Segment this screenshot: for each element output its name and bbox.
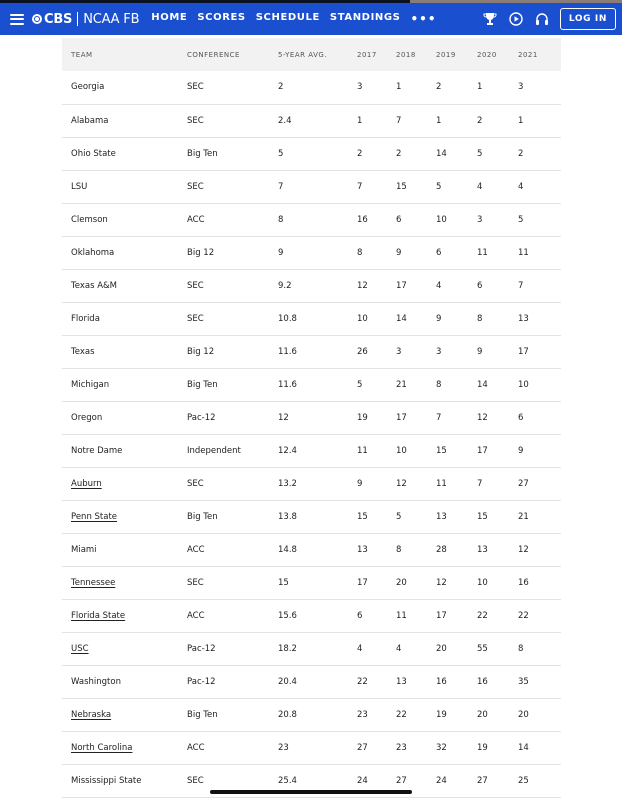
table-row	[62, 500, 561, 533]
table-row	[62, 731, 561, 764]
table-cell: 15	[468, 500, 509, 533]
table-cell: 6	[468, 269, 509, 302]
table-row	[62, 401, 561, 434]
team-name: Clemson	[71, 214, 108, 225]
cbs-eye-icon	[32, 14, 42, 24]
brand-name: CBS	[44, 11, 73, 27]
table-cell: 13	[348, 533, 387, 566]
table-cell: 12	[468, 401, 509, 434]
table-cell: 14	[468, 368, 509, 401]
table-row	[62, 467, 561, 500]
table-cell: 27	[509, 467, 561, 500]
table-cell: 19	[348, 401, 387, 434]
rankings-table	[62, 38, 561, 798]
table-cell: 16	[348, 203, 387, 236]
table-cell: Pac-12	[178, 401, 269, 434]
table-cell: 3	[509, 71, 561, 104]
table-cell: 9	[348, 467, 387, 500]
nav-actions	[474, 8, 616, 30]
table-cell: 13	[509, 302, 561, 335]
table-row	[62, 269, 561, 302]
table-cell: 55	[468, 632, 509, 665]
table-cell: 27	[387, 764, 427, 797]
team-name: LSU	[71, 181, 88, 192]
team-name: Texas	[71, 346, 95, 357]
home-indicator	[210, 790, 412, 794]
table-cell: 21	[387, 368, 427, 401]
table-cell: 17	[387, 269, 427, 302]
table-cell: 5	[427, 170, 468, 203]
table-cell: 13.2	[269, 467, 348, 500]
table-cell: 20	[387, 566, 427, 599]
table-cell: Pac-12	[178, 665, 269, 698]
table-row	[62, 71, 561, 104]
team-name: Ohio State	[71, 148, 116, 159]
team-cell[interactable]	[62, 698, 178, 731]
team-cell	[62, 401, 178, 434]
table-cell: 12	[509, 533, 561, 566]
team-cell	[62, 434, 178, 467]
table-cell: 28	[427, 533, 468, 566]
table-cell: 17	[509, 335, 561, 368]
team-cell[interactable]	[62, 731, 178, 764]
team-cell	[62, 236, 178, 269]
table-cell: 10.8	[269, 302, 348, 335]
table-cell: 5	[269, 137, 348, 170]
table-cell: 12.4	[269, 434, 348, 467]
table-cell: 17	[387, 401, 427, 434]
table-cell: 1	[509, 104, 561, 137]
table-cell: 17	[348, 566, 387, 599]
table-cell: 20	[468, 698, 509, 731]
table-cell: ACC	[178, 731, 269, 764]
table-cell: 14	[509, 731, 561, 764]
table-row	[62, 698, 561, 731]
table-cell: 4	[348, 632, 387, 665]
table-cell: 5	[387, 500, 427, 533]
team-link[interactable]: Penn State	[71, 511, 118, 522]
team-cell	[62, 137, 178, 170]
table-cell: 10	[509, 368, 561, 401]
table-cell: 11.6	[269, 335, 348, 368]
table-row	[62, 335, 561, 368]
table-cell: 9	[269, 236, 348, 269]
table-cell: 22	[348, 665, 387, 698]
table-body	[62, 71, 561, 797]
main-nav	[151, 12, 446, 26]
table-cell: 9	[468, 335, 509, 368]
team-link[interactable]: USC	[71, 643, 89, 654]
table-cell: 2	[427, 71, 468, 104]
table-cell: 16	[427, 665, 468, 698]
table-cell: 23	[269, 731, 348, 764]
table-cell: 9	[427, 302, 468, 335]
table-cell: 2	[468, 104, 509, 137]
table-cell: SEC	[178, 566, 269, 599]
table-cell: SEC	[178, 104, 269, 137]
table-cell: 20	[427, 632, 468, 665]
table-cell: 17	[427, 599, 468, 632]
team-cell	[62, 104, 178, 137]
column-header: 2019	[427, 38, 468, 71]
table-cell: 15	[427, 434, 468, 467]
table-cell: 11	[468, 236, 509, 269]
nav-more[interactable]: •••	[410, 12, 437, 26]
table-cell: 6	[509, 401, 561, 434]
table-cell: 13	[468, 533, 509, 566]
table-cell: 20	[509, 698, 561, 731]
table-cell: 6	[427, 236, 468, 269]
table-cell: 11	[509, 236, 561, 269]
team-cell	[62, 764, 178, 797]
table-cell: 8	[348, 236, 387, 269]
table-cell: 16	[468, 665, 509, 698]
table-cell: 26	[348, 335, 387, 368]
team-name: Alabama	[71, 115, 109, 126]
table-cell: 7	[509, 269, 561, 302]
table-cell: SEC	[178, 467, 269, 500]
table-cell: 13	[427, 500, 468, 533]
table-cell: 14.8	[269, 533, 348, 566]
team-cell	[62, 170, 178, 203]
table-cell: 14	[427, 137, 468, 170]
table-cell: 15	[387, 170, 427, 203]
table-cell: 6	[348, 599, 387, 632]
table-row	[62, 368, 561, 401]
table-row	[62, 302, 561, 335]
team-name: Miami	[71, 544, 97, 555]
table-cell: 10	[387, 434, 427, 467]
table-cell: Big Ten	[178, 368, 269, 401]
team-name: Oregon	[71, 412, 103, 423]
table-cell: 2.4	[269, 104, 348, 137]
team-cell[interactable]	[62, 500, 178, 533]
play-icon[interactable]	[506, 9, 526, 29]
menu-icon[interactable]	[10, 14, 24, 25]
team-cell[interactable]	[62, 632, 178, 665]
table-cell: 8	[387, 533, 427, 566]
table-cell: SEC	[178, 302, 269, 335]
table-cell: 3	[427, 335, 468, 368]
table-cell: ACC	[178, 599, 269, 632]
table-cell: 12	[387, 467, 427, 500]
table-cell: 25.4	[269, 764, 348, 797]
column-header: 2018	[387, 38, 427, 71]
table-row	[62, 533, 561, 566]
table-cell: 8	[509, 632, 561, 665]
team-name: Florida	[71, 313, 100, 324]
table-cell: 4	[468, 170, 509, 203]
team-cell	[62, 533, 178, 566]
team-name: Notre Dame	[71, 445, 123, 456]
column-header: CONFERENCE	[178, 38, 269, 71]
table-cell: 2	[509, 137, 561, 170]
team-cell	[62, 269, 178, 302]
table-cell: 5	[468, 137, 509, 170]
table-cell: 15	[348, 500, 387, 533]
table-cell: 16	[509, 566, 561, 599]
table-cell: 7	[427, 401, 468, 434]
column-header: TEAM	[62, 38, 178, 71]
table-row	[62, 137, 561, 170]
table-cell: Pac-12	[178, 632, 269, 665]
table-cell: 7	[269, 170, 348, 203]
table-row	[62, 599, 561, 632]
nav-scores[interactable]: SCORES	[197, 12, 246, 23]
table-cell: Big 12	[178, 335, 269, 368]
column-header: 2021	[509, 38, 561, 71]
sport-name: NCAA FB	[83, 11, 140, 27]
table-cell: Big Ten	[178, 500, 269, 533]
table-cell: SEC	[178, 269, 269, 302]
team-cell	[62, 203, 178, 236]
top-navbar	[0, 3, 622, 35]
table-cell: 5	[509, 203, 561, 236]
table-cell: 14	[387, 302, 427, 335]
table-cell: 5	[348, 368, 387, 401]
table-cell: 11	[427, 467, 468, 500]
table-cell: 12	[269, 401, 348, 434]
login-button[interactable]: LOG IN	[560, 8, 616, 30]
team-link[interactable]: Nebraska	[71, 709, 112, 720]
table-cell: 9	[387, 236, 427, 269]
team-cell	[62, 302, 178, 335]
table-cell: 20.4	[269, 665, 348, 698]
table-cell: 25	[509, 764, 561, 797]
table-cell: 17	[468, 434, 509, 467]
table-cell: 18.2	[269, 632, 348, 665]
team-cell[interactable]	[62, 467, 178, 500]
table-cell: 10	[348, 302, 387, 335]
team-link[interactable]: Auburn	[71, 478, 102, 489]
team-link[interactable]: Florida State	[71, 610, 126, 621]
table-cell: 11	[387, 599, 427, 632]
table-cell: 4	[387, 632, 427, 665]
table-cell: 2	[269, 71, 348, 104]
table-row	[62, 434, 561, 467]
nav-schedule[interactable]: SCHEDULE	[255, 12, 320, 23]
table-row	[62, 566, 561, 599]
table-cell: ACC	[178, 533, 269, 566]
table-cell: 27	[468, 764, 509, 797]
table-cell: 23	[348, 698, 387, 731]
team-name: Mississippi State	[71, 775, 142, 786]
table-cell: Big Ten	[178, 698, 269, 731]
table-cell: 7	[348, 170, 387, 203]
table-cell: 11.6	[269, 368, 348, 401]
column-header: 5-YEAR AVG.	[269, 38, 348, 71]
team-name: Oklahoma	[71, 247, 115, 258]
table-cell: 10	[468, 566, 509, 599]
table-cell: 3	[468, 203, 509, 236]
table-cell: 22	[387, 698, 427, 731]
team-cell	[62, 71, 178, 104]
team-name: Georgia	[71, 82, 105, 93]
table-cell: 4	[427, 269, 468, 302]
table-cell: 6	[387, 203, 427, 236]
table-row	[62, 203, 561, 236]
table-cell: 1	[468, 71, 509, 104]
logo-divider	[77, 12, 78, 26]
team-name: Washington	[71, 676, 121, 687]
table-cell: SEC	[178, 71, 269, 104]
table-row	[62, 170, 561, 203]
table-cell: SEC	[178, 764, 269, 797]
table-cell: 2	[348, 137, 387, 170]
table-cell: 19	[427, 698, 468, 731]
team-cell[interactable]	[62, 566, 178, 599]
table-cell: 8	[269, 203, 348, 236]
table-cell: 21	[509, 500, 561, 533]
column-header: 2017	[348, 38, 387, 71]
table-cell: 1	[427, 104, 468, 137]
table-cell: 35	[509, 665, 561, 698]
table-cell: 27	[348, 731, 387, 764]
table-cell: 10	[427, 203, 468, 236]
table-cell: 22	[509, 599, 561, 632]
table-cell: 7	[468, 467, 509, 500]
table-cell: 2	[387, 137, 427, 170]
table-header-row	[62, 38, 561, 71]
table-cell: 32	[427, 731, 468, 764]
table-cell: 12	[348, 269, 387, 302]
team-cell	[62, 665, 178, 698]
table-cell: Big 12	[178, 236, 269, 269]
table-cell: 8	[468, 302, 509, 335]
table-cell: SEC	[178, 170, 269, 203]
table-cell: 1	[387, 71, 427, 104]
table-cell: 4	[509, 170, 561, 203]
table-row	[62, 665, 561, 698]
team-name: Michigan	[71, 379, 110, 390]
nav-standings[interactable]: STANDINGS	[329, 12, 401, 23]
team-cell	[62, 368, 178, 401]
table-cell: 13	[387, 665, 427, 698]
table-cell: 11	[348, 434, 387, 467]
team-link[interactable]: Tennessee	[71, 577, 116, 588]
table-cell: ACC	[178, 203, 269, 236]
table-row	[62, 236, 561, 269]
team-cell	[62, 335, 178, 368]
table-cell: 3	[387, 335, 427, 368]
table-cell: 9.2	[269, 269, 348, 302]
nav-home[interactable]: HOME	[151, 12, 188, 23]
table-row	[62, 104, 561, 137]
table-cell: 13.8	[269, 500, 348, 533]
table-cell: 8	[427, 368, 468, 401]
table-cell: 15	[269, 566, 348, 599]
table-cell: 22	[468, 599, 509, 632]
table-cell: 15.6	[269, 599, 348, 632]
table-cell: 20.8	[269, 698, 348, 731]
table-cell: 24	[348, 764, 387, 797]
rankings-table-container	[62, 38, 561, 798]
table-cell: 24	[427, 764, 468, 797]
table-cell: 9	[509, 434, 561, 467]
table-cell: 3	[348, 71, 387, 104]
table-cell: 7	[387, 104, 427, 137]
table-cell: Big Ten	[178, 137, 269, 170]
table-cell: Independent	[178, 434, 269, 467]
headphones-icon[interactable]	[532, 9, 552, 29]
trophy-icon[interactable]	[480, 9, 500, 29]
column-header: 2020	[468, 38, 509, 71]
table-cell: 1	[348, 104, 387, 137]
team-link[interactable]: North Carolina	[71, 742, 133, 753]
table-row	[62, 632, 561, 665]
team-name: Texas A&M	[71, 280, 117, 291]
table-cell: 19	[468, 731, 509, 764]
site-logo[interactable]	[32, 12, 139, 27]
table-cell: 23	[387, 731, 427, 764]
table-cell: 12	[427, 566, 468, 599]
team-cell[interactable]	[62, 599, 178, 632]
